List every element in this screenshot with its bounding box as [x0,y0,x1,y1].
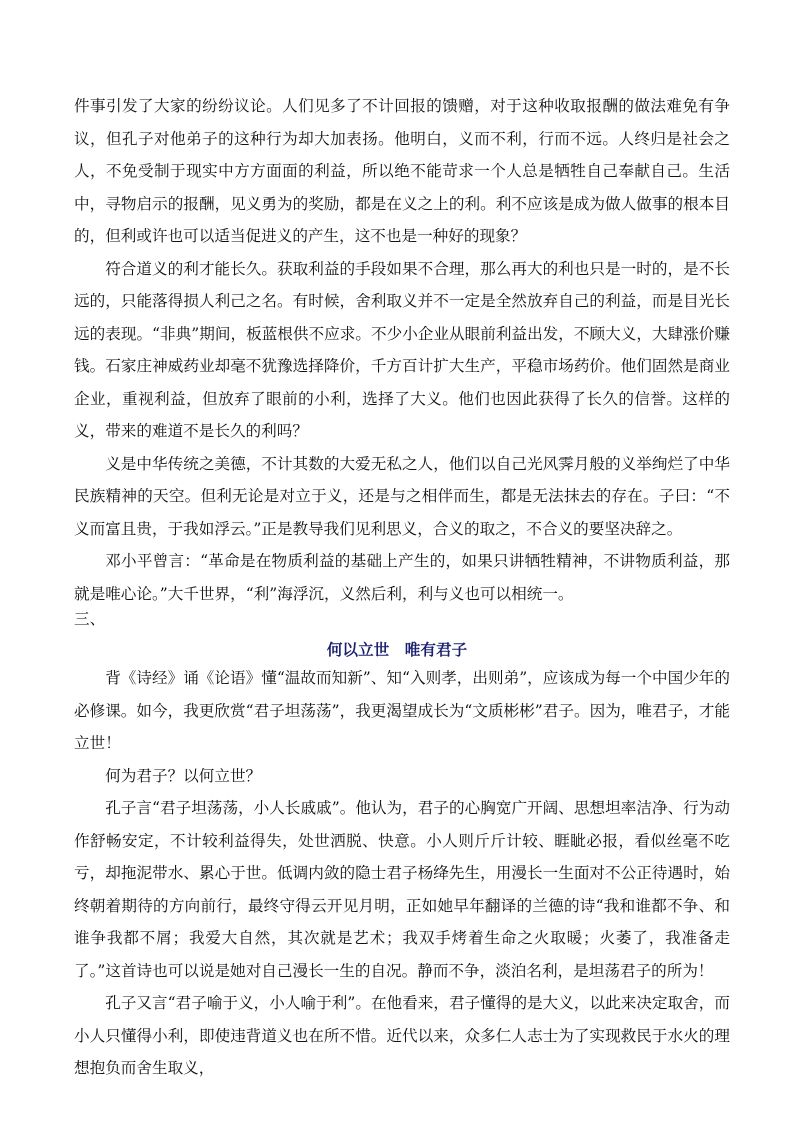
essay-body [74,662,730,1085]
paragraph: 符合道义的利才能长久。获取利益的手段如果不合理，那么再大的利也只是一时的，是不长远的，只能落得损人利己之名。有时候，舍利取义并不一定是全然放弃自己的利益，而是目光长远的表现。“非典”期间，板蓝根供不应求。不少小企业从眼前利益出发，不顾大义，大肆涨价赚钱。石家庄神威药业却毫不犹豫选择降价，千方百计扩大生产，平稳市场药价。他们固然是商业企业，重视利益，但放弃了眼前的小利，选择了大义。他们也因此获得了长久的信誉。这样的义，带来的难道不是长久的利吗？ [74,259,730,440]
paragraph: 背《诗经》诵《论语》懂“温故而知新”、知“入则孝，出则弟”，应该成为每一个中国少年的必修课。如今，我更欣赏“君子坦荡荡”，我更渴望成长为“文质彬彬”君子。因为，唯君子，才能立世！ [74,669,730,752]
paragraph: 孔子又言“君子喻于义，小人喻于利”。在他看来，君子懂得的是大义，以此来决定取舍，而小人只懂得小利，即使违背道义也在所不惜。近代以来，众多仁人志士为了实现救民于水火的理想抱负而舍生取义， [74,994,730,1077]
paragraph: 何为君子？以何立世？ [105,766,262,785]
paragraph: 件事引发了大家的纷纷议论。人们见多了不计回报的馈赠，对于这种收取报酬的做法难免有争议，但孔子对他弟子的这种行为却大加表扬。他明白，义而不利，行而不远。人终归是社会之人，不免受制于现实中方方面面的利益，所以绝不能苛求一个人总是牺牲自己奉献自己。生活中，寻物启示的报酬，见义勇为的奖励，都是在义之上的利。利不应该是成为做人做事的根本目的，但利或许也可以适当促进义的产生，这不也是一种好的现象？ [74,97,730,245]
essay-title [0,638,794,662]
section-number: 三、 [74,610,106,628]
essay-title-left: 何以立世 [326,640,390,659]
essay-title-right: 唯有君子 [404,640,468,659]
paragraph: 义是中华传统之美德，不计其数的大爱无私之人，他们以自己光风霁月般的义举绚烂了中华民族精神的天空。但利无论是对立于义，还是与之相伴而生，都是无法抹去的存在。子曰：“不义而富且贵，于我如浮云。”正是教导我们见利思义，合义的取之，不合义的要坚决辞之。 [74,454,730,538]
section-two-body [74,90,730,610]
paragraph: 邓小平曾言：“革命是在物质利益的基础上产生的，如果只讲牺牲精神，不讲物质利益，那就是唯心论。”大千世界，“利”海浮沉，义然后利，利与义也可以相统一。 [74,552,730,603]
paragraph: 孔子言“君子坦荡荡，小人长戚戚”。他认为，君子的心胸宽广开阔、思想坦率洁净、行为动作舒畅安定，不计较利益得失，处世洒脱、快意。小人则斤斤计较、睚眦必报，看似丝毫不吃亏，却拖泥带水、累心于世。低调内敛的隐士君子杨绛先生，用漫长一生面对不公正待遇时，始终朝着期待的方向前行，最终守得云开见月明，正如她早年翻译的兰德的诗“我和谁都不争、和谁争我都不屑；我爱大自然，其次就是艺术；我双手烤着生命之火取暖；火萎了，我准备走了。”这首诗也可以说是她对自己漫长一生的自况。静而不争，淡泊名利，是坦荡君子的所为！ [74,799,730,980]
